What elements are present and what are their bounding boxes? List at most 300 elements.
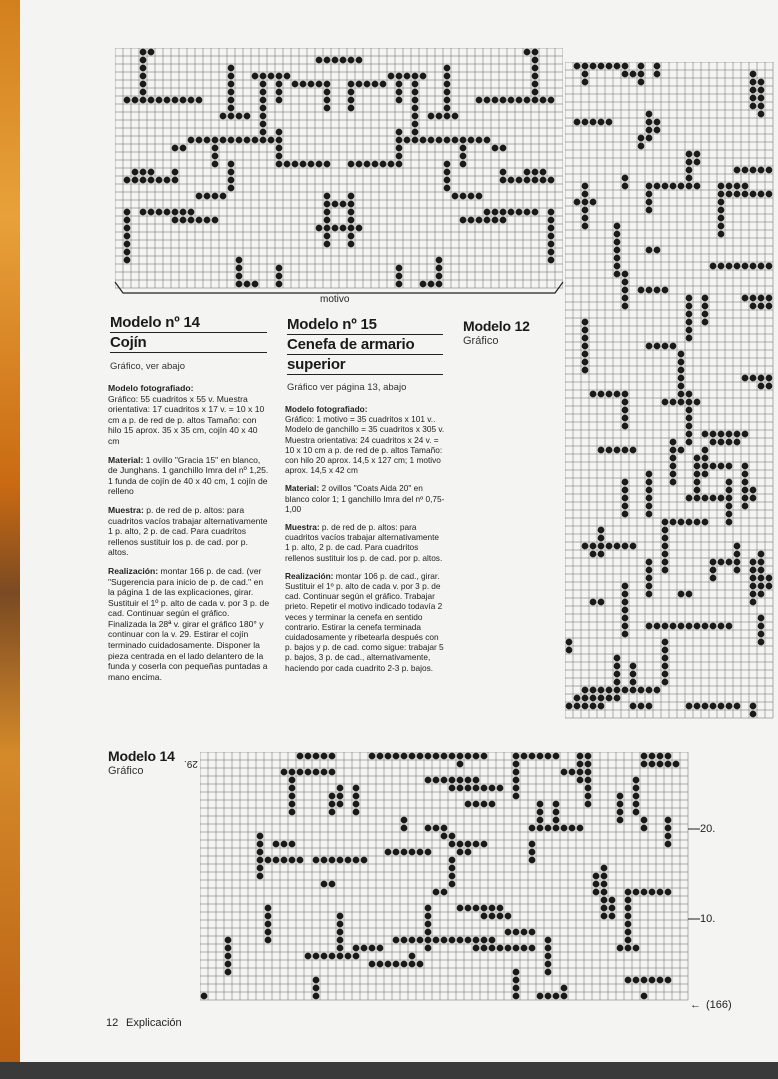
filled-square: [750, 583, 757, 590]
filled-square: [641, 993, 648, 1000]
filled-square: [532, 169, 539, 176]
filled-square: [548, 233, 555, 240]
filled-square: [172, 217, 179, 224]
filled-square: [265, 929, 272, 936]
filled-square: [614, 687, 621, 694]
filled-square: [457, 905, 464, 912]
filled-square: [694, 471, 701, 478]
modelo14-filet-chart: [200, 752, 690, 1004]
filled-square: [412, 137, 419, 144]
filled-square: [284, 73, 291, 80]
filled-square: [577, 777, 584, 784]
filled-square: [569, 769, 576, 776]
filled-square: [412, 113, 419, 120]
filled-square: [742, 431, 749, 438]
filled-square: [577, 825, 584, 832]
filled-square: [548, 209, 555, 216]
filled-square: [694, 487, 701, 494]
filled-square: [766, 191, 773, 198]
filled-square: [545, 937, 552, 944]
filled-square: [766, 295, 773, 302]
filled-square: [292, 81, 299, 88]
filled-square: [340, 225, 347, 232]
filled-square: [396, 161, 403, 168]
filled-square: [537, 801, 544, 808]
filled-square: [686, 175, 693, 182]
filled-square: [388, 161, 395, 168]
filled-square: [726, 431, 733, 438]
filled-square: [582, 119, 589, 126]
filled-square: [686, 151, 693, 158]
filled-square: [561, 769, 568, 776]
filled-square: [598, 551, 605, 558]
filled-square: [710, 263, 717, 270]
filled-square: [710, 495, 717, 502]
filled-square: [582, 223, 589, 230]
filled-square: [457, 841, 464, 848]
filled-square: [228, 113, 235, 120]
filled-square: [481, 753, 488, 760]
modelo14-muestra-text: p. de red de p. altos: para cuadritos vacíos trabajar alternativamente 1 p. alto, 2 p. de cad. Para cuadritos rellenos sustituir los p. de cad. por p. altos.: [108, 504, 268, 558]
filled-square: [132, 97, 139, 104]
filled-square: [758, 375, 765, 382]
filled-square: [457, 753, 464, 760]
filled-square: [590, 63, 597, 70]
filled-square: [140, 89, 147, 96]
filled-square: [172, 177, 179, 184]
filled-square: [476, 193, 483, 200]
filled-square: [500, 177, 507, 184]
filled-square: [553, 993, 560, 1000]
filled-square: [289, 769, 296, 776]
filled-square: [758, 303, 765, 310]
filled-square: [356, 81, 363, 88]
filled-square: [476, 137, 483, 144]
filled-square: [449, 841, 456, 848]
filled-square: [553, 817, 560, 824]
filled-square: [484, 97, 491, 104]
filled-square: [449, 873, 456, 880]
filled-square: [718, 623, 725, 630]
filled-square: [372, 81, 379, 88]
modelo14-foto-label: Modelo fotografiado:: [108, 383, 194, 393]
filled-square: [532, 81, 539, 88]
filled-square: [678, 375, 685, 382]
filled-square: [305, 953, 312, 960]
filled-square: [529, 849, 536, 856]
filled-square: [734, 439, 741, 446]
modelo15-subtitle-line2: superior: [287, 356, 443, 375]
filled-square: [734, 543, 741, 550]
filled-square: [324, 233, 331, 240]
filled-square: [468, 137, 475, 144]
filled-square: [750, 95, 757, 102]
filled-square: [433, 825, 440, 832]
filled-square: [465, 777, 472, 784]
modelo15-foto-label: Modelo fotografiado:: [285, 404, 368, 414]
filled-square: [625, 977, 632, 984]
filled-square: [364, 81, 371, 88]
filled-square: [702, 455, 709, 462]
filled-square: [758, 111, 765, 118]
filled-square: [324, 209, 331, 216]
filled-square: [686, 319, 693, 326]
filled-square: [614, 447, 621, 454]
filled-square: [702, 303, 709, 310]
filled-square: [140, 81, 147, 88]
filled-square: [694, 495, 701, 502]
filled-square: [545, 825, 552, 832]
filled-square: [694, 479, 701, 486]
filled-square: [614, 543, 621, 550]
filled-square: [537, 993, 544, 1000]
filled-square: [425, 913, 432, 920]
filled-square: [654, 623, 661, 630]
filled-square: [353, 953, 360, 960]
filled-square: [758, 87, 765, 94]
filled-square: [622, 175, 629, 182]
filled-square: [598, 543, 605, 550]
filled-square: [537, 809, 544, 816]
filled-square: [276, 81, 283, 88]
filled-square: [593, 873, 600, 880]
filled-square: [516, 177, 523, 184]
filled-square: [369, 961, 376, 968]
filled-square: [758, 167, 765, 174]
filled-square: [281, 769, 288, 776]
filled-square: [670, 439, 677, 446]
filled-square: [313, 993, 320, 1000]
filled-square: [412, 97, 419, 104]
filled-square: [598, 391, 605, 398]
filled-square: [409, 849, 416, 856]
filled-square: [289, 793, 296, 800]
filled-square: [489, 937, 496, 944]
filled-square: [484, 209, 491, 216]
filled-square: [196, 137, 203, 144]
filled-square: [444, 97, 451, 104]
filled-square: [329, 753, 336, 760]
filled-square: [601, 881, 608, 888]
filled-square: [582, 63, 589, 70]
filled-square: [548, 257, 555, 264]
filled-square: [260, 137, 267, 144]
filled-square: [590, 599, 597, 606]
filled-square: [521, 753, 528, 760]
filled-square: [614, 247, 621, 254]
filled-square: [614, 223, 621, 230]
filled-square: [401, 937, 408, 944]
filled-square: [702, 319, 709, 326]
filled-square: [657, 889, 664, 896]
filled-square: [662, 183, 669, 190]
filled-square: [718, 703, 725, 710]
filled-square: [521, 945, 528, 952]
filled-square: [734, 559, 741, 566]
filled-square: [574, 199, 581, 206]
filled-square: [324, 81, 331, 88]
filled-square: [662, 527, 669, 534]
filled-square: [393, 937, 400, 944]
filled-square: [481, 945, 488, 952]
filled-square: [412, 73, 419, 80]
filled-square: [638, 63, 645, 70]
filled-square: [393, 753, 400, 760]
filled-square: [758, 567, 765, 574]
modelo15-material-label: Material:: [285, 483, 320, 494]
filled-square: [686, 591, 693, 598]
filled-square: [460, 153, 467, 160]
filled-square: [425, 929, 432, 936]
filled-square: [436, 265, 443, 272]
filled-square: [601, 873, 608, 880]
filled-square: [750, 303, 757, 310]
filled-square: [718, 207, 725, 214]
filled-square: [436, 257, 443, 264]
filled-square: [614, 671, 621, 678]
filled-square: [316, 225, 323, 232]
filled-square: [524, 209, 531, 216]
filled-square: [225, 969, 232, 976]
filled-square: [172, 169, 179, 176]
filled-square: [646, 247, 653, 254]
filled-square: [164, 177, 171, 184]
filled-square: [750, 599, 757, 606]
filled-square: [622, 687, 629, 694]
filled-square: [281, 857, 288, 864]
filled-square: [332, 57, 339, 64]
filled-square: [662, 287, 669, 294]
filled-square: [513, 793, 520, 800]
filled-square: [601, 889, 608, 896]
filled-square: [257, 849, 264, 856]
filled-square: [614, 663, 621, 670]
filled-square: [228, 89, 235, 96]
filled-square: [662, 519, 669, 526]
filled-square: [646, 207, 653, 214]
filled-square: [396, 97, 403, 104]
filled-square: [460, 137, 467, 144]
filled-square: [460, 217, 467, 224]
filled-square: [188, 97, 195, 104]
filled-square: [678, 591, 685, 598]
filled-square: [164, 97, 171, 104]
filled-square: [257, 841, 264, 848]
filled-square: [412, 121, 419, 128]
filled-square: [630, 71, 637, 78]
filled-square: [654, 119, 661, 126]
filled-square: [582, 687, 589, 694]
filled-square: [425, 945, 432, 952]
filled-square: [590, 543, 597, 550]
filled-square: [598, 687, 605, 694]
filled-square: [625, 897, 632, 904]
filled-square: [257, 857, 264, 864]
filled-square: [606, 119, 613, 126]
filled-square: [348, 57, 355, 64]
filled-square: [566, 703, 573, 710]
filled-square: [646, 591, 653, 598]
filled-square: [758, 295, 765, 302]
filled-square: [718, 199, 725, 206]
filled-square: [686, 327, 693, 334]
modelo15-body: [285, 404, 445, 681]
filled-square: [766, 575, 773, 582]
filled-square: [476, 217, 483, 224]
filled-square: [609, 897, 616, 904]
filled-square: [686, 303, 693, 310]
filled-square: [540, 97, 547, 104]
filled-square: [654, 247, 661, 254]
modelo15-subtitle-line1: Cenefa de armario: [287, 336, 443, 355]
filled-square: [758, 551, 765, 558]
filled-square: [598, 527, 605, 534]
filled-square: [433, 889, 440, 896]
filled-square: [657, 753, 664, 760]
filled-square: [473, 785, 480, 792]
filled-square: [665, 825, 672, 832]
filled-square: [532, 49, 539, 56]
filled-square: [273, 841, 280, 848]
filled-square: [702, 447, 709, 454]
filled-square: [718, 263, 725, 270]
filled-square: [598, 119, 605, 126]
filled-square: [180, 145, 187, 152]
filled-square: [574, 119, 581, 126]
filled-square: [433, 777, 440, 784]
filled-square: [646, 127, 653, 134]
filled-square: [220, 137, 227, 144]
filled-square: [750, 703, 757, 710]
filled-square: [686, 159, 693, 166]
filled-square: [617, 945, 624, 952]
filled-square: [236, 265, 243, 272]
filled-square: [582, 79, 589, 86]
filled-square: [212, 217, 219, 224]
filled-square: [505, 913, 512, 920]
filled-square: [348, 105, 355, 112]
filled-square: [356, 57, 363, 64]
filled-square: [148, 209, 155, 216]
filled-square: [606, 687, 613, 694]
filled-square: [497, 905, 504, 912]
filled-square: [641, 825, 648, 832]
filled-square: [646, 495, 653, 502]
filled-square: [345, 953, 352, 960]
filled-square: [702, 703, 709, 710]
filled-square: [257, 833, 264, 840]
filled-square: [500, 97, 507, 104]
filled-square: [662, 559, 669, 566]
filled-square: [444, 137, 451, 144]
filled-square: [489, 801, 496, 808]
filled-square: [457, 777, 464, 784]
filled-square: [734, 703, 741, 710]
filled-square: [726, 519, 733, 526]
filled-square: [276, 273, 283, 280]
filled-square: [497, 785, 504, 792]
filled-square: [582, 343, 589, 350]
filled-square: [585, 761, 592, 768]
filled-square: [297, 753, 304, 760]
filled-square: [641, 753, 648, 760]
filled-square: [670, 447, 677, 454]
filled-square: [396, 145, 403, 152]
filled-square: [670, 471, 677, 478]
filled-square: [156, 209, 163, 216]
modelo15-foto-text: Gráfico: 1 motivo = 35 cuadritos x 101 v.. Modelo de ganchillo = 35 cuadritos x 305 v. Muestra orientativa: 24 cuadritos x 24 v. = 10 x 10 cm a p. de red de p. altos Tamaño: con hilo 20 aprox. 14,5 x 127 cm; 1 motivo aprox. 14,5 x 42 cm: [285, 414, 445, 476]
filled-square: [457, 761, 464, 768]
filled-square: [593, 881, 600, 888]
filled-square: [585, 793, 592, 800]
filled-square: [196, 193, 203, 200]
filled-square: [758, 79, 765, 86]
filled-square: [124, 225, 131, 232]
filled-square: [646, 135, 653, 142]
filled-square: [646, 119, 653, 126]
filled-square: [630, 543, 637, 550]
filled-square: [449, 753, 456, 760]
filled-square: [614, 655, 621, 662]
filled-square: [577, 761, 584, 768]
filled-square: [710, 439, 717, 446]
filled-square: [614, 391, 621, 398]
filled-square: [537, 753, 544, 760]
filled-square: [537, 817, 544, 824]
motivo-caption: motivo: [320, 294, 350, 305]
filled-square: [457, 785, 464, 792]
filled-square: [513, 985, 520, 992]
filled-square: [529, 857, 536, 864]
filled-square: [702, 623, 709, 630]
filled-square: [702, 471, 709, 478]
filled-square: [265, 921, 272, 928]
filled-square: [473, 753, 480, 760]
filled-square: [606, 391, 613, 398]
filled-square: [449, 857, 456, 864]
filled-square: [353, 857, 360, 864]
filled-square: [758, 559, 765, 566]
filled-square: [324, 193, 331, 200]
filled-square: [548, 97, 555, 104]
filled-square: [582, 183, 589, 190]
filled-square: [444, 161, 451, 168]
filled-square: [412, 81, 419, 88]
filled-square: [582, 703, 589, 710]
filled-square: [505, 945, 512, 952]
filled-square: [582, 191, 589, 198]
filled-square: [622, 487, 629, 494]
top-filet-chart: [115, 48, 563, 290]
modelo15-realizacion-text: montar 106 p. de cad., girar. Sustituir el 1º p. alto de cada v. por 3 p. de cad. Continuar según el gráfico. Trabajar prieto. Repetir el motivo indicado todavía 2 veces y terminar la cenefa en sentido contrario. Estirar la cenefa terminada cuidadosamente y ribetearla después con p. bajos y p. de cad. como sigue: trabajar 5 p. bajos, 3 p. de cad., alternativamente, haciendo por cada cuadrito 2-3 p. bajos.: [285, 570, 444, 673]
filled-square: [686, 407, 693, 414]
filled-square: [598, 63, 605, 70]
filled-square: [622, 295, 629, 302]
filled-square: [265, 937, 272, 944]
filled-square: [124, 209, 131, 216]
filled-square: [766, 263, 773, 270]
filled-square: [678, 391, 685, 398]
filled-square: [260, 105, 267, 112]
filled-square: [529, 825, 536, 832]
filled-square: [545, 753, 552, 760]
filled-square: [734, 263, 741, 270]
filled-square: [513, 993, 520, 1000]
filled-square: [686, 519, 693, 526]
filled-square: [444, 105, 451, 112]
filled-square: [436, 137, 443, 144]
filled-square: [409, 753, 416, 760]
